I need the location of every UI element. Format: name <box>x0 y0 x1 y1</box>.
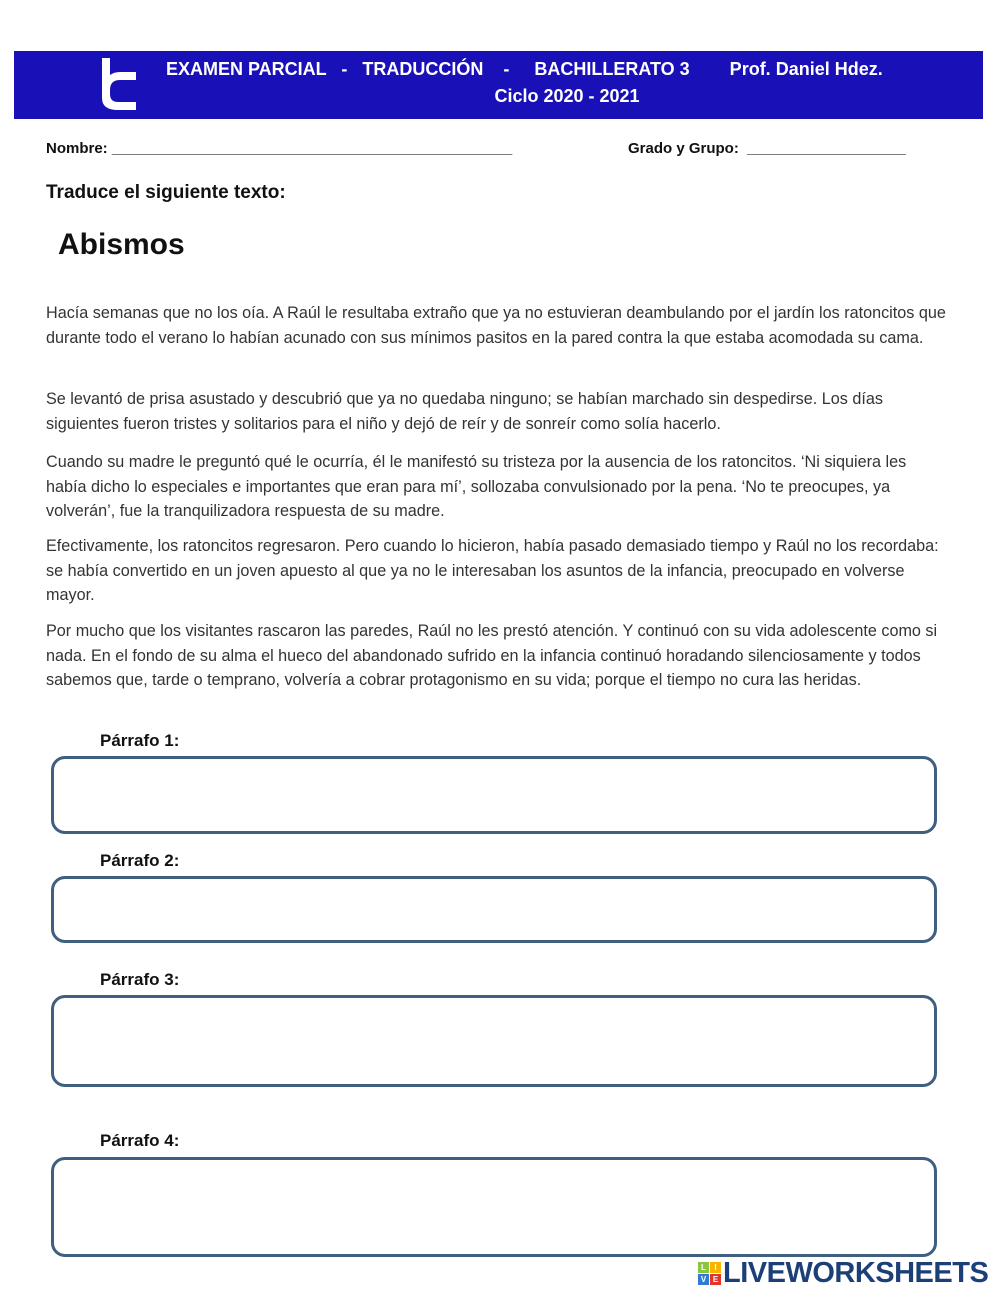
answer-label-2: Párrafo 2: <box>100 851 180 870</box>
logo-letter: I <box>710 1262 721 1273</box>
answer-box-4[interactable] <box>51 1157 937 1257</box>
name-field[interactable]: Nombre: ________________________________________________ <box>46 140 513 157</box>
paragraph-3: Cuando su madre le preguntó qué le ocurría, él le manifestó su tristeza por la ausencia de los ratoncitos. ‘Ni siquiera les había dicho lo especiales e importantes que eran para mí’, sollozaba convulsionado por la pena. ‘No te preocupes, ya volverán’, fue la tranquilizadora respuesta de su madre. <box>46 453 907 520</box>
header-banner <box>14 51 983 119</box>
answer-label-1: Párrafo 1: <box>100 731 180 750</box>
watermark-text: LIVEWORKSHEETS <box>723 1257 989 1289</box>
answer-box-1[interactable] <box>51 756 937 834</box>
logo-letter: L <box>698 1262 709 1273</box>
paragraph-2: Se levantó de prisa asustado y descubrió que ya no quedaba ninguno; se habían marchado sin despedirse. Los días siguientes fueron tristes y solitarios para el niño y dejó de reír y de sonreír como solía hacerlo. <box>46 390 883 433</box>
liveworksheets-watermark <box>698 1257 988 1290</box>
header-cycle: Ciclo 2020 - 2021 <box>494 86 640 106</box>
instruction: Traduce el siguiente texto: <box>46 182 286 203</box>
answer-label-3: Párrafo 3: <box>100 970 180 989</box>
header-title: EXAMEN PARCIAL - TRADUCCIÓN - BACHILLERATO 3 Prof. Daniel Hdez. <box>166 59 883 79</box>
live-logo-icon <box>698 1262 721 1285</box>
paragraph-1: Hacía semanas que no los oía. A Raúl le resultaba extraño que ya no estuvieran deambulando por el jardín los ratoncitos que durante todo el verano lo habían acunado con sus mínimos pasitos en la pared contra la que estaba acomodada su cama. <box>46 304 946 347</box>
paragraph-4: Efectivamente, los ratoncitos regresaron. Pero cuando lo hicieron, había pasado demasiado tiempo y Raúl no los recordaba: se había convertido en un joven apuesto al que ya no le interesaban los asuntos de la infancia, preocupado en volverse mayor. <box>46 537 939 604</box>
logo-letter: V <box>698 1274 709 1285</box>
paragraph-5: Por mucho que los visitantes rascaron las paredes, Raúl no les prestó atención. Y continuó con su vida adolescente como si nada. En el fondo de su alma el hueco del abandonado sufrido en la infancia continuó horadando silenciosamente y todos sabemos que, tarde o temprano, volvería a cobrar protagonismo en su vida; porque el tiempo no cura las heridas. <box>46 622 938 689</box>
answer-box-3[interactable] <box>51 995 937 1087</box>
logo-letter: E <box>710 1274 721 1285</box>
text-title: Abismos <box>58 228 185 261</box>
answer-box-2[interactable] <box>51 876 937 943</box>
answer-label-4: Párrafo 4: <box>100 1131 180 1150</box>
grade-group-field[interactable]: Grado y Grupo: ___________________ <box>628 140 906 157</box>
